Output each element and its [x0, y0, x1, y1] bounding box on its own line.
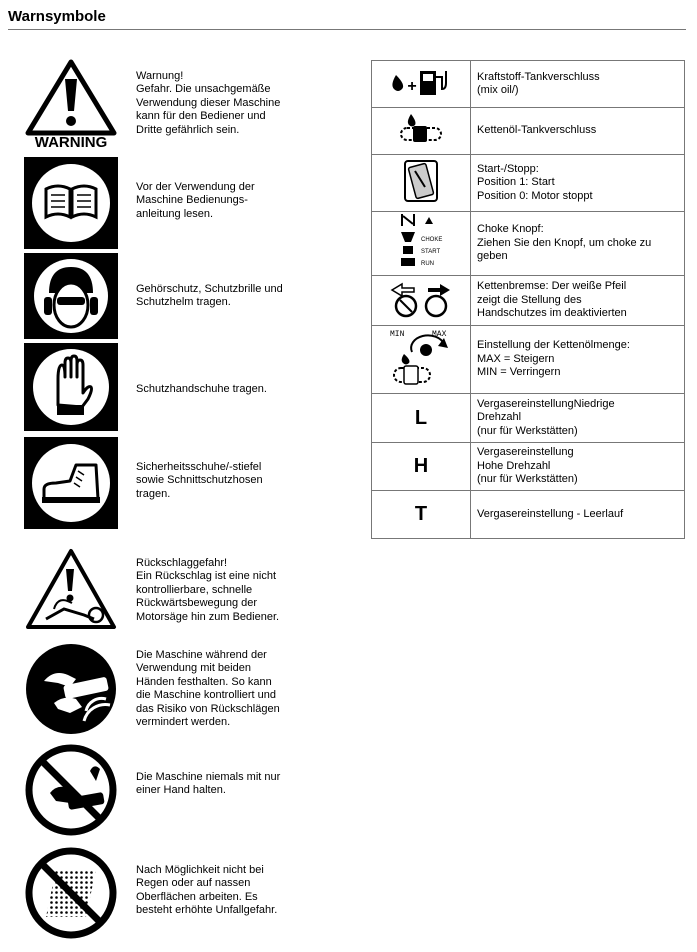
letter-h-cell [372, 443, 471, 491]
table-row [372, 491, 685, 539]
table-row [372, 108, 685, 155]
warning-triangle-icon [24, 57, 118, 149]
safety-boots-text: Sicherheitsschuhe/-stiefel sowie Schnittschutzhosen tragen. [136, 461, 263, 500]
choke-knob-icon [372, 212, 471, 276]
gloves-icon [24, 343, 118, 431]
carb-low-text: VergasereinstellungNiedrige Drehzahl (nur für Werkstätten) [471, 394, 685, 443]
table-row [372, 443, 685, 491]
gloves-text: Schutzhandschuhe tragen. [136, 383, 267, 395]
chain-brake-text: Kettenbremse: Der weiße Pfeil zeigt die Stellung des Handschutzes im deaktivierten [471, 276, 685, 326]
letter-l: L [414, 406, 428, 429]
kickback-text: Rückschlaggefahr! Ein Rückschlag ist eine nicht kontrollierbare, schnelle Rückwärtsbewegung der Motorsäge hin zum Bediener. [136, 557, 280, 623]
letter-t-cell [372, 491, 471, 539]
svg-text:MIN: MIN [390, 330, 405, 339]
svg-text:CHOKE: CHOKE [421, 237, 443, 243]
letter-l-cell [372, 394, 471, 443]
chain-oil-adjust-text: Einstellung der Kettenölmenge: MAX = Steigern MIN = Verringern [471, 326, 685, 394]
no-one-hand-text: Die Maschine niemals mit nur einer Hand halten. [136, 771, 281, 797]
two-hands-text: Die Maschine während der Verwendung mit beiden Händen festhalten. So kann die Maschine kontrolliert und das Risiko von Rückschlägen vermindert werden. [136, 649, 280, 729]
letter-h: H [413, 455, 429, 477]
warning-icon-text: WARNING [34, 134, 108, 149]
title-divider [8, 29, 686, 30]
fuel-tank-text: Kraftstoff-Tankverschluss (mix oil/) [471, 61, 685, 108]
table-row [372, 212, 685, 276]
letter-t: T [414, 503, 428, 525]
no-rain-text: Nach Möglichkeit nicht bei Regen oder auf nassen Oberflächen arbeiten. Es besteht erhöhte Unfallgefahr. [136, 864, 278, 917]
controls-table [371, 60, 685, 539]
table-row [372, 326, 685, 394]
chain-oil-tank-icon [372, 108, 471, 155]
svg-text:MAX: MAX [432, 330, 447, 339]
carb-idle-text: Vergasereinstellung - Leerlauf [471, 491, 685, 539]
start-stop-text: Start-/Stopp: Position 1: Start Position 0: Motor stoppt [471, 155, 685, 212]
carb-high-text: Vergasereinstellung Hohe Drehzahl (nur für Werkstätten) [471, 443, 685, 491]
kickback-warning-icon [24, 547, 118, 633]
table-row [372, 61, 685, 108]
table-row [372, 276, 685, 326]
protective-gear-text: Gehörschutz, Schutzbrille und Schutzhelm tragen. [136, 283, 283, 309]
no-rain-icon [24, 845, 118, 941]
chain-brake-icon [372, 276, 471, 326]
table-row [372, 155, 685, 212]
svg-text:START: START [421, 249, 441, 255]
table-row [372, 394, 685, 443]
safety-boots-icon [24, 437, 118, 529]
read-manual-icon [24, 157, 118, 249]
svg-text:+: + [407, 77, 417, 95]
start-stop-switch-icon [372, 155, 471, 212]
protective-gear-icon [24, 253, 118, 339]
svg-text:RUN: RUN [421, 261, 434, 267]
two-hands-icon [24, 641, 118, 737]
chain-oil-tank-text: Kettenöl-Tankverschluss [471, 108, 685, 155]
warning-text: Warnung! Gefahr. Die unsachgemäße Verwendung dieser Maschine kann für den Bediener und Dritte gefährlich sein. [136, 70, 281, 136]
read-manual-text: Vor der Verwendung der Maschine Bedienungs- anleitung lesen. [136, 181, 255, 220]
fuel-tank-icon [372, 61, 471, 108]
page-title: Warnsymbole [8, 8, 106, 25]
no-one-hand-icon [24, 743, 118, 837]
chain-oil-adjust-icon [372, 326, 471, 394]
choke-knob-text: Choke Knopf: Ziehen Sie den Knopf, um choke zu geben [471, 212, 685, 276]
